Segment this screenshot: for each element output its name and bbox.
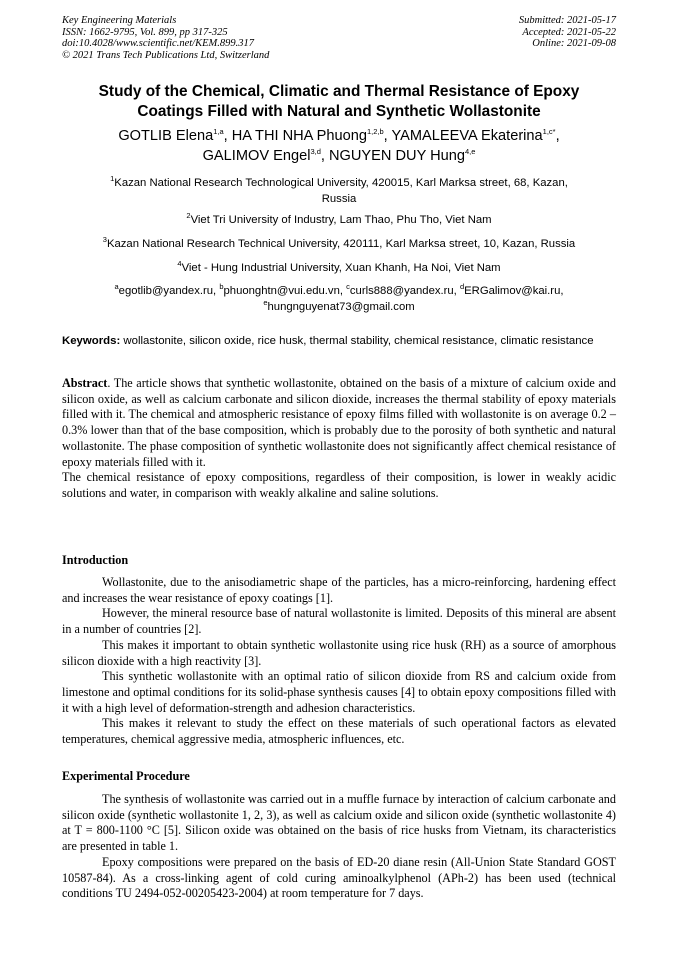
author-affil: 1,2,b	[366, 127, 384, 137]
title-line: Study of the Chemical, Climatic and Thermal Resistance of Epoxy	[98, 83, 580, 100]
date-accepted: Accepted: 2021-05-22	[522, 26, 616, 38]
affil-text: Kazan National Research Technological University, 420015, Karl Marksa street, 68, Kazan,	[114, 177, 568, 189]
keywords-label: Keywords:	[62, 335, 121, 347]
paragraph: This synthetic wollastonite with an optimal ratio of silicon dioxide from RS and calcium oxide from limestone and optimal conditions for its solid-phase synthesis causes [4] to obtain epoxy compositions filled with it with a high level of deformation-strength and adhesion characteristics.	[62, 669, 616, 715]
email-link[interactable]: egotlib@yandex.ru,	[118, 285, 217, 297]
email-label: e	[263, 298, 268, 308]
email-label: c	[346, 282, 350, 292]
paragraph: Wollastonite, due to the anisodiametric shape of the particles, has a micro-reinforcing, hardening effect and increases the wear resistance of epoxy coatings [1].	[62, 575, 616, 605]
journal-name: Key Engineering Materials	[62, 15, 177, 26]
email-link[interactable]: hungnguyenat73@gmail.com	[267, 301, 415, 313]
experimental-body	[62, 792, 616, 902]
author-name: NGUYEN DUY Hung	[329, 148, 465, 164]
keywords	[62, 333, 616, 349]
author-name: YAMALEEVA Ekaterina	[391, 128, 543, 144]
keywords-text: wollastonite, silicon oxide, rice husk, thermal stability, chemical resistance, climatic resistance	[123, 335, 594, 347]
section-heading-experimental: Experimental Procedure	[62, 769, 190, 783]
affil-number: 3	[102, 235, 107, 245]
email-label: d	[459, 282, 465, 292]
abstract-paragraph	[62, 376, 616, 470]
abstract	[62, 376, 616, 502]
affil-text: Kazan National Research Technical University, 420111, Karl Marksa street, 10, Kazan, Russia	[106, 238, 576, 250]
author-line: GOTLIB Elena$^{1,a}$, HA THI NHA Phuong$^{1,2,b}$, YAMALEEVA Ekaterina$^{1,c*}$,	[118, 127, 560, 144]
author-affil: 4,e	[464, 147, 476, 157]
paper-title	[62, 82, 616, 122]
author-affil: 1,c*	[542, 127, 556, 137]
title-line: Coatings Filled with Natural and Synthetic Wollastonite	[137, 103, 541, 120]
author-affil: 3,d	[310, 147, 321, 157]
author-name: GOTLIB Elena	[118, 128, 214, 144]
date-online: Online: 2021-09-08	[532, 38, 616, 49]
author-list	[62, 126, 616, 166]
affiliation-4	[62, 260, 616, 276]
author-affil: 1,a	[213, 127, 224, 137]
author-name: GALIMOV Engel	[202, 148, 311, 164]
author-line: GALIMOV Engel$^{3,d}$, NGUYEN DUY Hung$^{4,e}$	[202, 147, 476, 164]
journal-doi[interactable]: doi:10.4028/www.scientific.net/KEM.899.317	[62, 38, 254, 49]
affil-text: Russia	[321, 193, 357, 205]
abstract-paragraph: The chemical resistance of epoxy compositions, regardless of their composition, is lower in weakly acidic solutions and water, in comparison with weakly alkaline and saline solutions.	[62, 470, 616, 500]
affil-number: 2	[186, 211, 191, 221]
paragraph: The synthesis of wollastonite was carried out in a muffle furnace by interaction of calcium carbonate and silicon oxide (synthetic wollastonite 1, 2, 3), as well as calcium oxide and silicon oxide (synthetic wollastonite 4) at T = 800-1100 °C [5]. Silicon oxide was obtained on the basis of rice husks from Vietnam, its characteristics are presented in table 1.	[62, 792, 616, 854]
abstract-label: Abstract	[62, 376, 108, 390]
affil-number: 1	[110, 174, 115, 184]
introduction-body	[62, 575, 616, 748]
email-label: a	[114, 282, 119, 292]
email-link[interactable]: phuonghtn@vui.edu.vn,	[223, 285, 344, 297]
paragraph: Epoxy compositions were prepared on the basis of ED-20 diane resin (All-Union State Standard GOST 10587-84). As a cross-linking agent of cold curing aminoalkylphenol (APh-2) has been used (technical conditions TU 2494-052-00205423-2004) at room temperature for 7 days.	[62, 854, 616, 901]
journal-copyright: © 2021 Trans Tech Publications Ltd, Switzerland	[62, 49, 270, 61]
paragraph: However, the mineral resource base of natural wollastonite is limited. Deposits of this mineral are absent in a number of countries [2].	[62, 606, 616, 637]
affil-text: Viet - Hung Industrial University, Xuan Khanh, Ha Noi, Viet Nam	[181, 262, 501, 274]
paragraph: This makes it important to obtain synthetic wollastonite using rice husk (RH) as a source of amorphous silicon dioxide with a high reactivity [3].	[62, 637, 616, 668]
email-list	[62, 283, 616, 315]
submission-dates	[519, 15, 616, 50]
affiliation-1	[62, 175, 616, 207]
affil-number: 4	[177, 259, 182, 269]
section-heading-introduction: Introduction	[62, 553, 129, 567]
author-name: HA THI NHA Phuong	[231, 128, 367, 144]
abstract-text: . The article shows that synthetic wollastonite, obtained on the basis of a mixture of calcium oxide and silicon oxide, as well as calcium carbonate and silicon dioxide, increases the thermal stability of epoxy materials filled with it. The chemical and atmospheric resistance of epoxy films filled with wollastonite is on average 0.2 – 0.3% lower than that of the base composition, which is probably due to the porosity of both synthetic and natural wollastonite. The phase composition of synthetic wollastonite does not significantly affect chemical resistance of epoxy materials filled with it.	[62, 376, 616, 469]
email-link[interactable]: ERGalimov@kai.ru,	[464, 285, 564, 297]
paragraph: This makes it relevant to study the effect on these materials of such operational factors as elevated temperatures, chemical aggressive media, atmospheric influences, etc.	[62, 716, 616, 747]
journal-issn: ISSN: 1662-9795, Vol. 899, pp 317-325	[62, 26, 228, 38]
affiliation-3	[62, 236, 616, 252]
journal-info	[62, 15, 269, 61]
affiliation-2	[62, 212, 616, 228]
email-link[interactable]: curls888@yandex.ru,	[349, 285, 457, 297]
date-submitted: Submitted: 2021-05-17	[518, 15, 616, 26]
affil-text: Viet Tri University of Industry, Lam Thao, Phu Tho, Viet Nam	[190, 214, 492, 226]
email-label: b	[219, 282, 224, 292]
